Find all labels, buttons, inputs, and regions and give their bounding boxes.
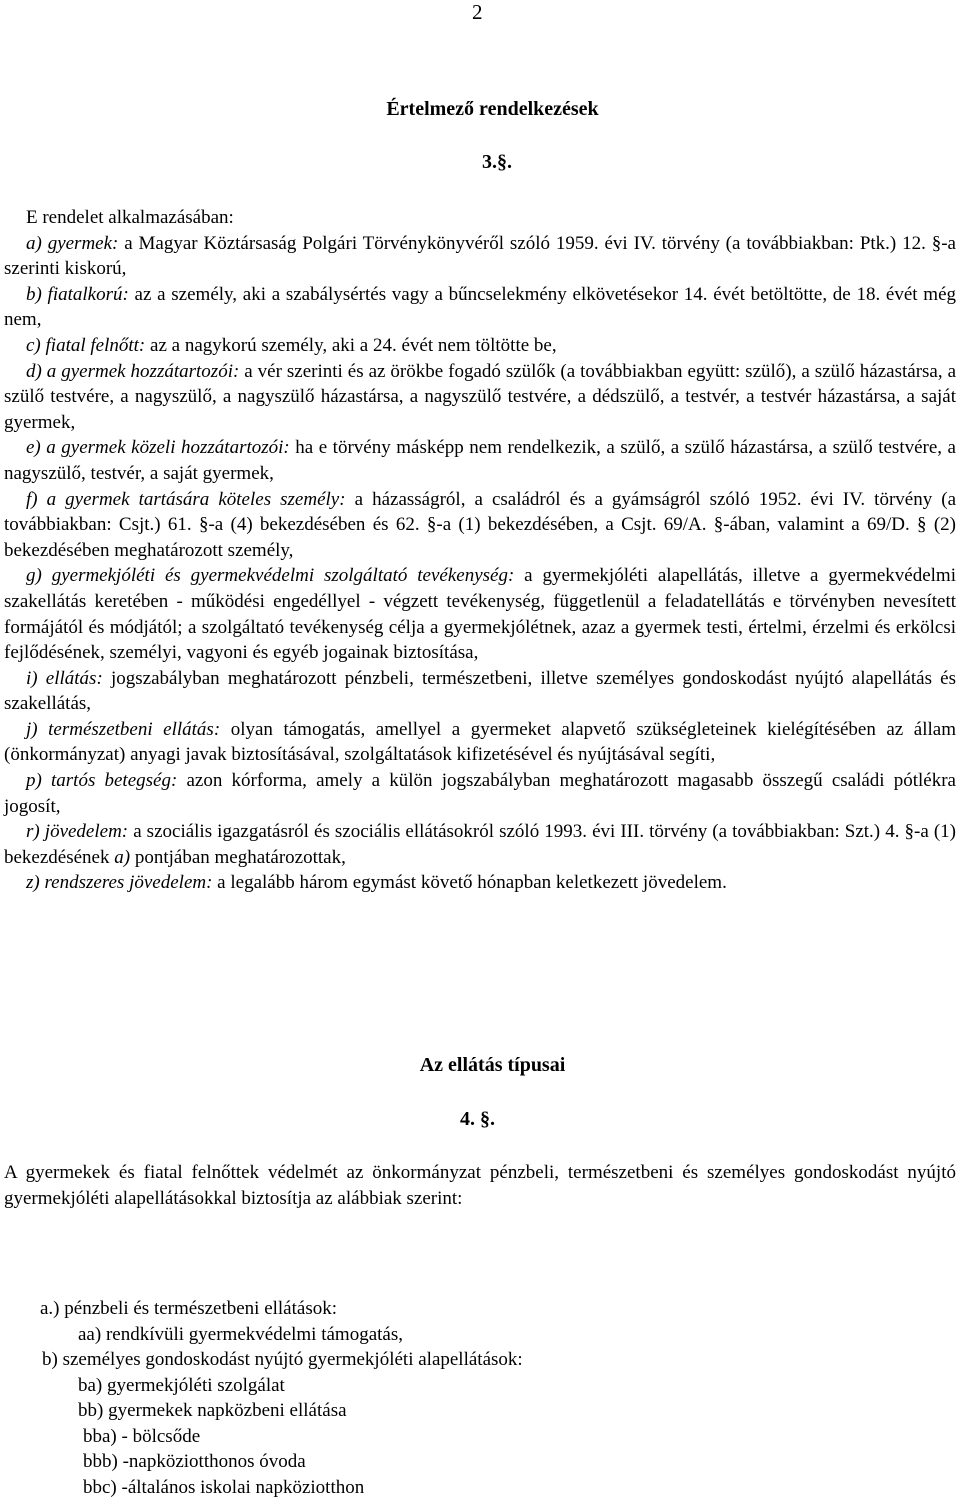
definition-text: az a személy, aki a szabálysértés vagy a bűncselekmény elkövetésekor 14. évét betöltötte, de 18. évét még nem, [4,283,956,331]
definition-r [4,819,956,870]
list-item: a.) pénzbeli és természetbeni ellátások: [40,1298,338,1319]
list-item: bbc) -általános iskolai napköziotthon [83,1476,365,1498]
definition-label: r) jövedelem: [26,821,129,843]
section-number-4: 4. §. [460,1108,495,1130]
definition-label: f) a gyermek tartására köteles személy: [26,488,346,510]
definition-f [4,487,956,564]
definition-c [4,333,956,359]
definition-label: e) a gyermek közeli hozzátartozói: [26,437,290,459]
definition-e [4,435,956,486]
list-item: ba) gyermekjóléti szolgálat [78,1374,285,1396]
definition-text: a Magyar Köztársaság Polgári Törvénykönyvéről szóló 1959. évi IV. törvény (a továbbiakban: Ptk.) 12. §-a szerinti kiskorú, [4,232,956,280]
page-number: 2 [472,0,483,24]
section-title-ertelmezo: Értelmező rendelkezések [386,98,599,120]
definition-text-cont: pontjában meghatározottak, [130,846,346,868]
definition-text: jogszabályban meghatározott pénzbeli, természetbeni, illetve személyes gondoskodást nyújtó alapellátás és szakellátás, [4,667,956,715]
definition-j [4,717,956,768]
definitions-block [4,205,956,896]
list-item: b) személyes gondoskodást nyújtó gyermekjóléti alapellátások: [42,1349,523,1370]
definition-inline-label: a) [114,846,131,868]
section-title-ellatas-tipusai: Az ellátás típusai [419,1054,566,1076]
definitions-intro: E rendelet alkalmazásában: [26,207,234,228]
definition-a [4,231,956,282]
ellatas-list [40,1296,940,1500]
definition-text: a házasságról, a családról és a gyámságról szóló 1952. évi IV. törvény (a továbbiakban: Csjt.) 61. §-a (4) bekezdésében és 62. §-a (1) bekezdésében, a Csjt. 69/A. §-ában, valamint a 69/D. § (2) bekezdésében meghatározott személy, [4,488,957,561]
definition-text: az a nagykorú személy, aki a 24. évét nem töltötte be, [145,334,557,356]
list-item: bbb) -napköziotthonos óvoda [83,1451,306,1472]
definition-label: i) ellátás: [26,667,103,689]
definition-text: ha e törvény másképp nem rendelkezik, a szülő, a szülő házastársa, a szülő testvére, a nagyszülő, testvér, a saját gyermek, [4,437,956,484]
definition-label: z) rendszeres jövedelem: [26,872,213,894]
definition-text: a legalább három egymást követő hónapban keletkezett jövedelem. [212,872,727,894]
definition-label: b) fiatalkorú: [26,283,129,305]
definition-label: g) gyermekjóléti és gyermekvédelmi szolgáltató tevékenység: [26,565,515,587]
list-item: aa) rendkívüli gyermekvédelmi támogatás, [78,1323,403,1345]
definition-i [4,666,956,717]
definition-d [4,359,956,436]
definition-text: azon kórforma, amely a külön jogszabályban meghatározott magasabb összegű családi pótlékra jogosít, [4,770,956,817]
section2-paragraph-block [4,1160,956,1211]
definition-label: a) gyermek: [26,232,119,254]
section2-paragraph: A gyermekek és fiatal felnőttek védelmét az önkormányzat pénzbeli, természetbeni és személyes gondoskodást nyújtó gyermekjóléti alapellátásokkal biztosítja az alábbiak szerint: [4,1162,956,1209]
list-item: bba) - bölcsőde [83,1425,201,1447]
definition-label: c) fiatal felnőtt: [26,334,146,356]
definition-label: d) a gyermek hozzátartozói: [26,360,240,382]
definition-text: a szociális igazgatásról és szociális ellátásokról szóló 1993. évi III. törvény (a továbbiakban: Szt.) 4. §-a (1) bekezdésének [4,821,956,868]
definition-z [4,870,956,896]
section-number-3: 3.§. [482,151,512,173]
definition-text: a gyermekjóléti alapellátás, illetve a gyermekvédelmi szakellátás keretében - működési engedéllyel - végzett tevékenység, függetlenül a feladatellátás e törvényben nevesített formájától és módjától; a szolgáltató tevékenység célja a gyermekjólétnek, azaz a gyermek testi, értelmi, érzelmi és erkölcsi fejlődésének, személyi, vagyoni és egyéb jogainak biztosítása, [4,565,956,664]
list-item: bb) gyermekek napközbeni ellátása [78,1400,347,1421]
definition-text: a vér szerinti és az örökbe fogadó szülők (a továbbiakban együtt: szülő), a szülő házastársa, a szülő testvére, a nagyszülő, a nagyszülő házastársa, a nagyszülő testvére, a dédszülő, a testvér, a testvér házastársa, a saját gyermek, [4,360,956,433]
definition-g [4,563,956,665]
definition-p [4,768,956,819]
definition-label: j) természetbeni ellátás: [26,718,221,740]
definition-label: p) tartós betegség: [26,770,178,792]
definition-text: olyan támogatás, amellyel a gyermeket alapvető szükségleteinek kielégítésében az állam (önkormányzat) anyagi javak biztosításával, szolgáltatások kifizetésével és nyújtásával segíti, [4,718,956,766]
definition-b [4,282,956,333]
